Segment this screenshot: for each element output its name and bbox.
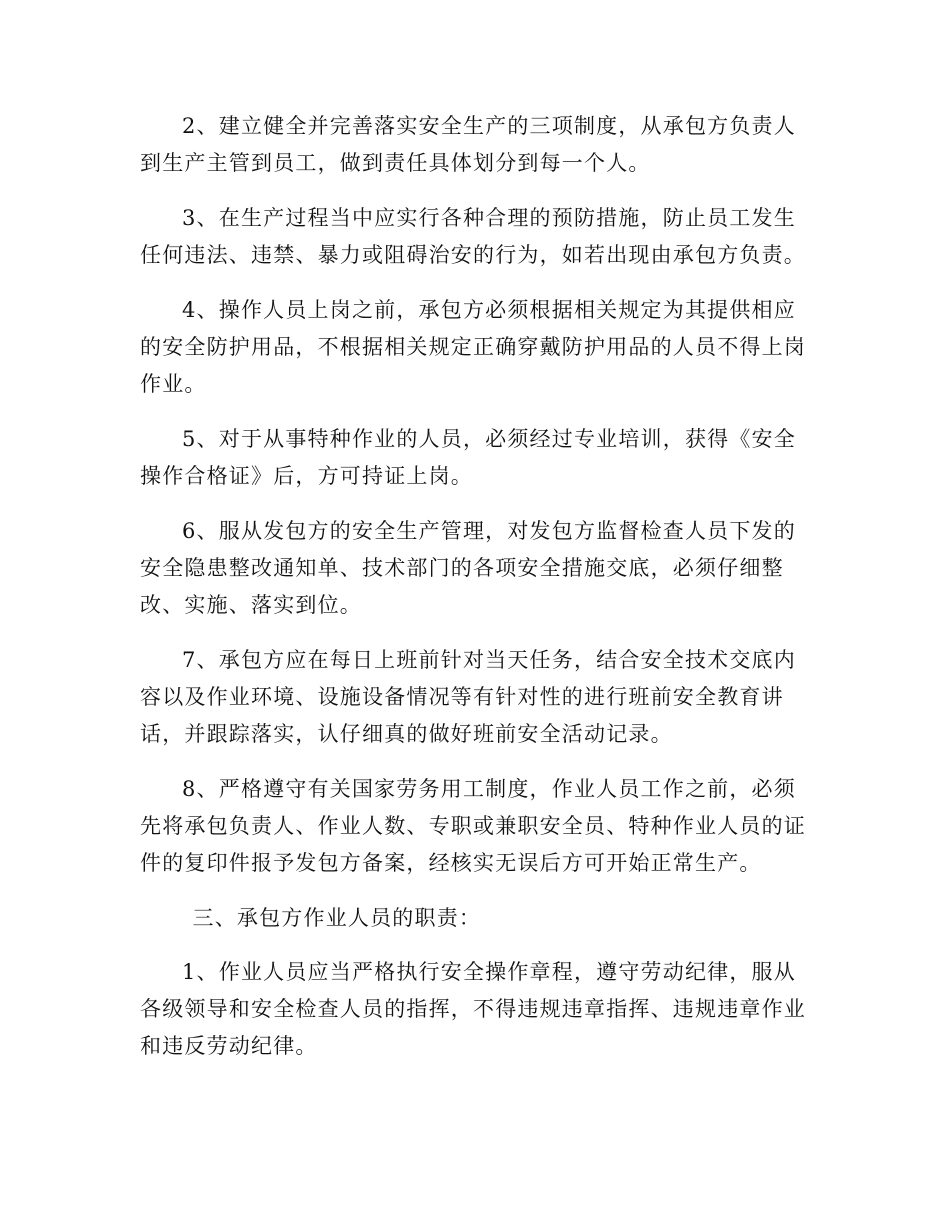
paragraph-item-7: 7、承包方应在每日上班前针对当天任务，结合安全技术交底内容以及作业环境、设施设备情况等有针对性的进行班前安全教育讲话，并跟踪落实，认仔细真的做好班前安全活动记录。 [140, 648, 796, 746]
paragraph-item-4: 4、操作人员上岗之前，承包方必须根据相关规定为其提供相应的安全防护用品，不根据相关规定正确穿戴防护用品的人员不得上岗作业。 [140, 298, 806, 396]
paragraph-item-8: 8、严格遵守有关国家劳务用工制度，作业人员工作之前，必须先将承包负责人、作业人数、专职或兼职安全员、特种作业人员的证件的复印件报予发包方备案，经核实无误后方可开始正常生产。 [140, 777, 806, 875]
paragraph-item-5: 5、对于从事特种作业的人员，必须经过专业培训，获得《安全操作合格证》后，方可持证上岗。 [140, 427, 796, 488]
section-heading: 三、承包方作业人员的职责： [192, 906, 482, 930]
document-body [140, 108, 812, 1083]
paragraph-item-6: 6、服从发包方的安全生产管理，对发包方监督检查人员下发的安全隐患整改通知单、技术部门的各项安全措施交底，必须仔细整改、实施、落实到位。 [140, 519, 796, 617]
paragraph-item-2: 2、建立健全并完善落实安全生产的三项制度，从承包方负责人到生产主管到员工，做到责任具体划分到每一个人。 [140, 114, 796, 175]
paragraph-item-3: 3、在生产过程当中应实行各种合理的预防措施，防止员工发生任何违法、违禁、暴力或阻碍治安的行为，如若出现由承包方负责。 [140, 206, 806, 267]
section-paragraph-1: 1、作业人员应当严格执行安全操作章程，遵守劳动纪律，服从各级领导和安全检查人员的指挥，不得违规违章指挥、违规违章作业和违反劳动纪律。 [140, 960, 806, 1058]
